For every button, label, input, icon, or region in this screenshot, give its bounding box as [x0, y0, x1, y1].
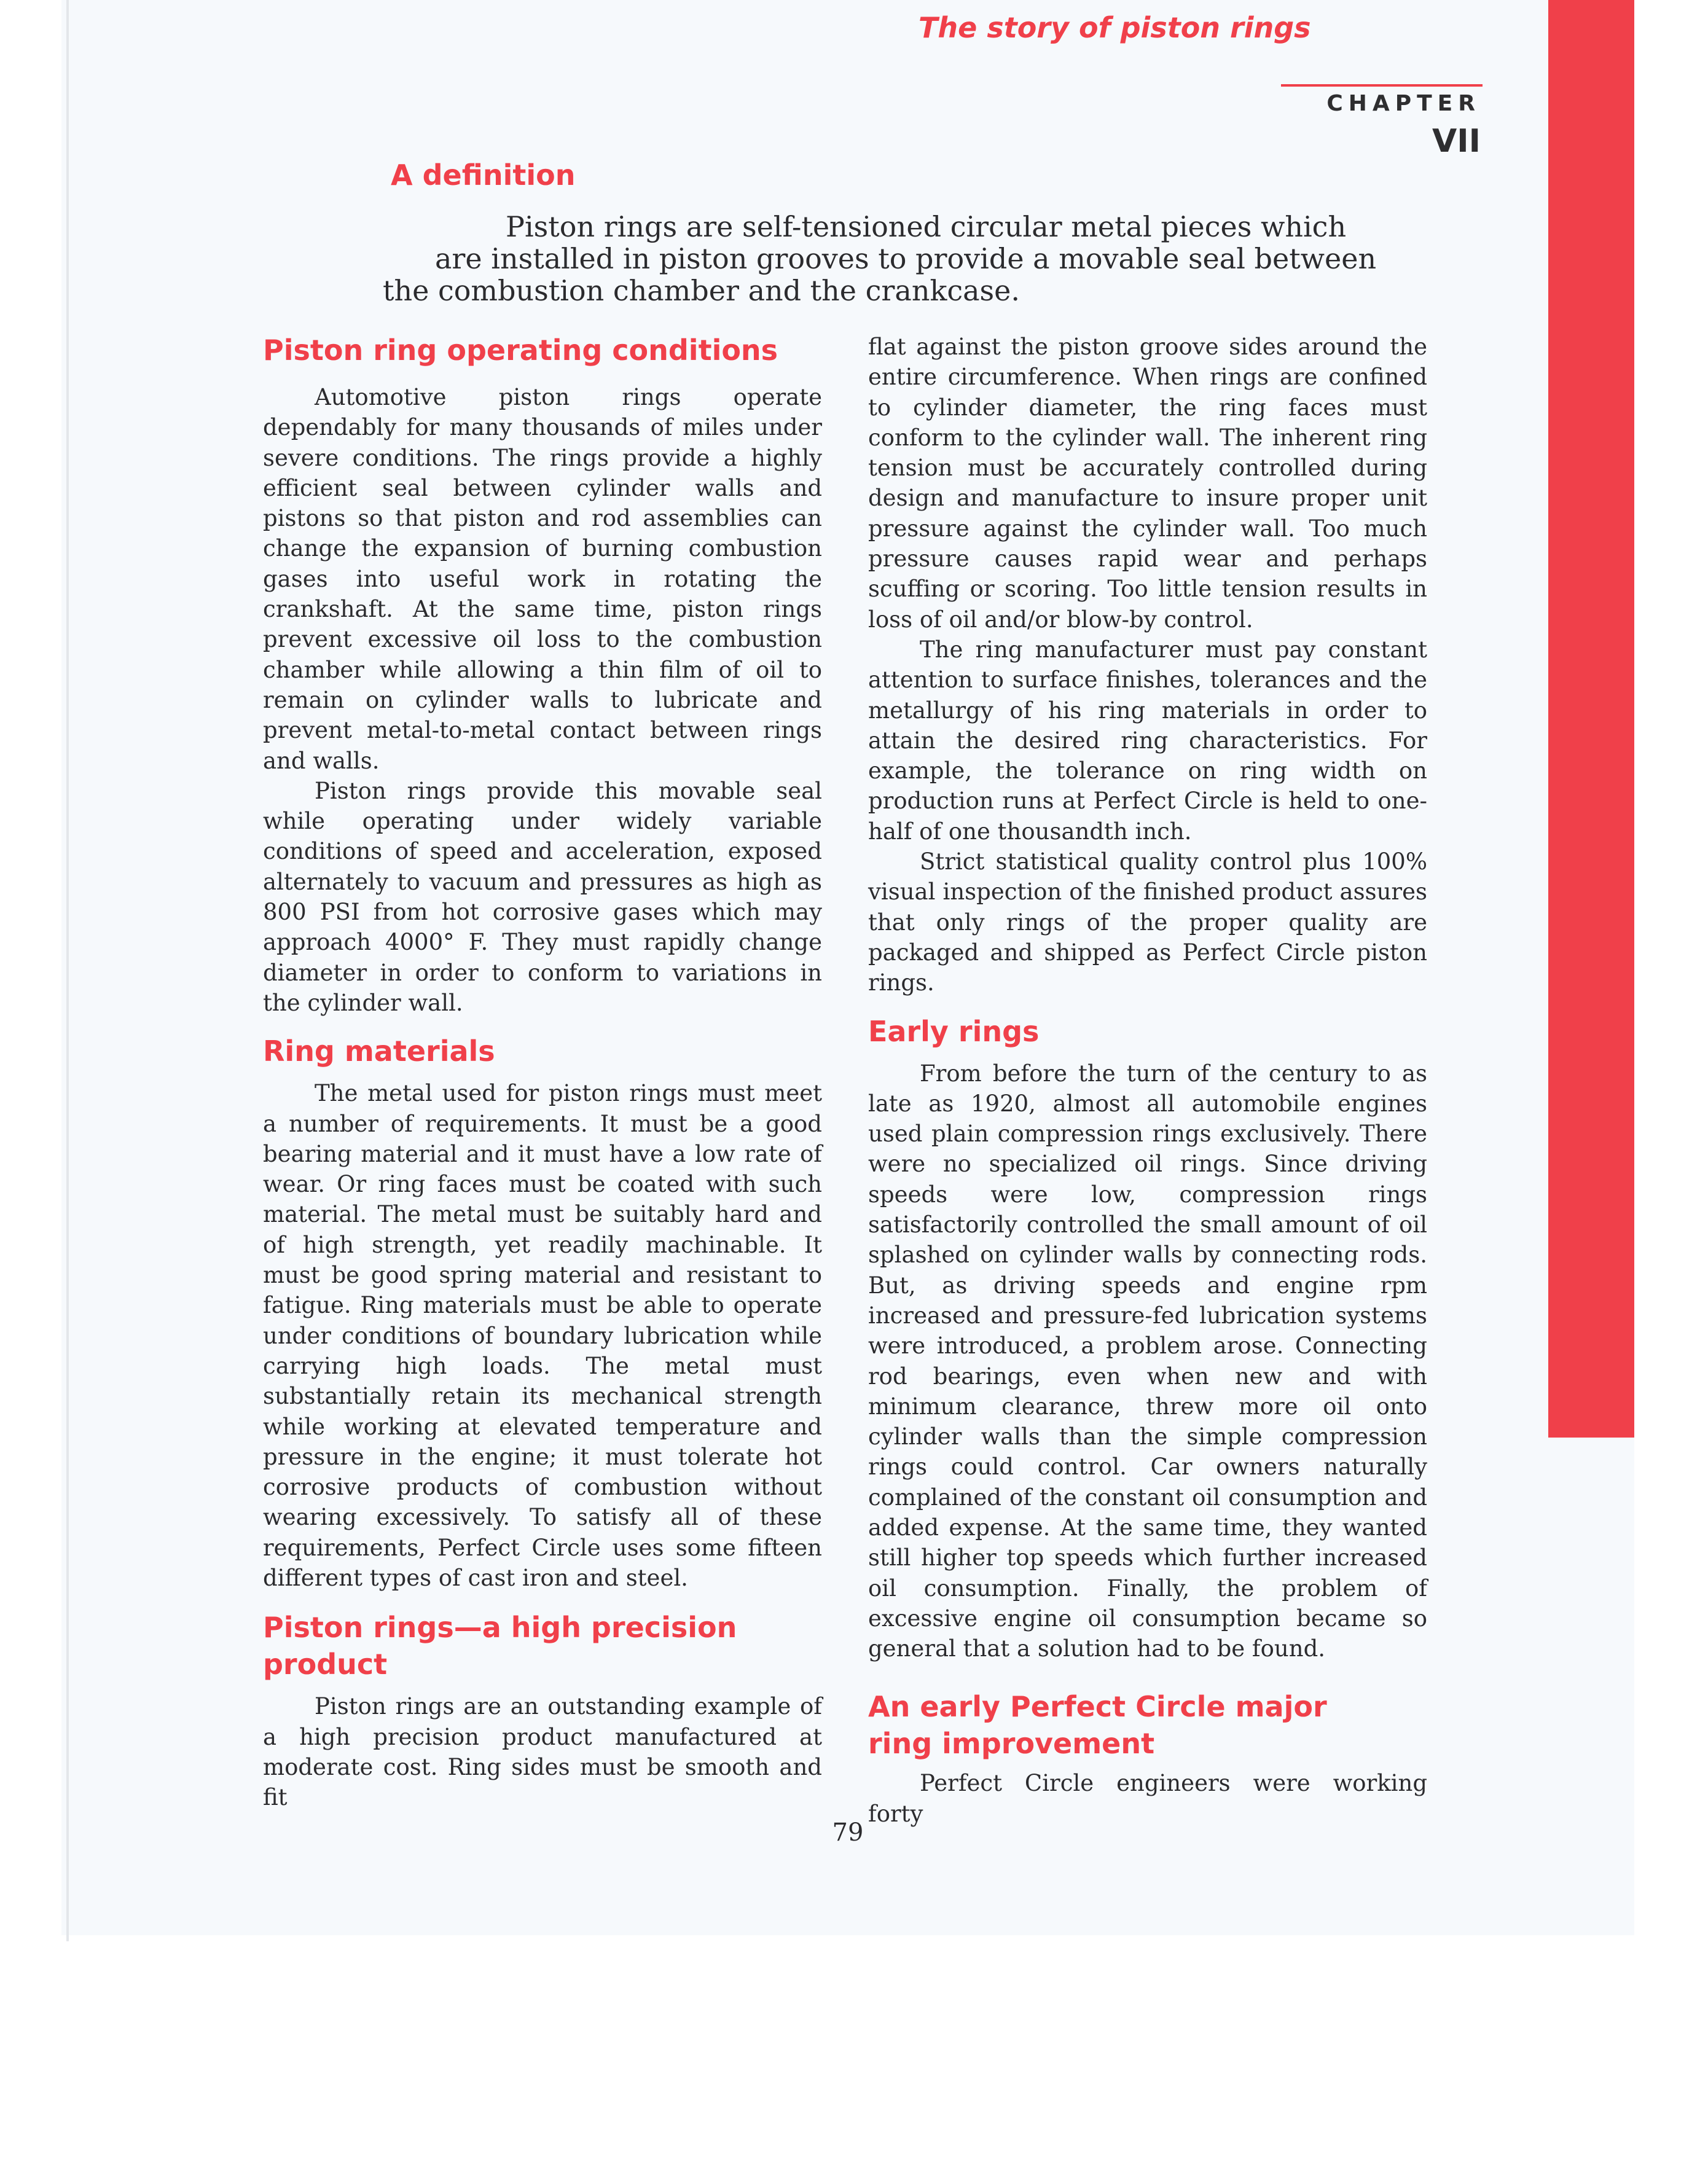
chapter-edge-tab [1548, 0, 1634, 1438]
right-column [868, 332, 1427, 1829]
definition-line-1: Piston rings are self-tensioned circular metal pieces which [506, 210, 1347, 243]
precision-heading-line-1: Piston rings—a high precision [263, 1611, 737, 1645]
early-rings-paragraph-1: From before the turn of the century to as late as 1920, almost all automobile engines used plain compression rings exclusively. There were no specialized oil rings. Since driving speeds were low, compression rings satisfactorily controlled the small amount of oil splashed on cylinder walls by connecting rods. But, as driving speeds and engine rpm increased and pressure-fed lubrication systems were introduced, a problem arose. Connecting rod bearings, even when new and with minimum clearance, threw more oil onto cylinder walls than the simple compression rings could control. Car owners naturally complained of the constant oil consumption and added expense. At the same time, they wanted still higher top speeds which further increased oil consumption. Finally, the problem of excessive engine oil consumption became so general that a solution had to be found. [868, 1060, 1427, 1662]
page-number: 79 [832, 1818, 864, 1847]
improvement-heading-line-1: An early Perfect Circle major [868, 1690, 1327, 1724]
improvement-heading-line-2: ring improvement [868, 1727, 1155, 1761]
operating-paragraph-1: Automotive piston rings operate dependably for many thousands of miles under severe conditions. The rings provide a highly efficient seal between cylinder walls and pistons so that piston and rod assemblies can change the expansion of burning combustion gases into useful work in rotating the crankshaft. At the same time, piston rings prevent excessive oil loss to the combustion chamber while allowing a thin film of oil to remain on cylinder walls to lubricate and prevent metal-to-metal contact between rings and walls. [263, 384, 822, 774]
operating-paragraph-2: Piston rings provide this movable seal while operating under widely variable conditions of speed and acceleration, exposed alternately to vacuum and pressures as high as 800 PSI from hot corrosive gases which may approach 4000° F. They must rapidly change diameter in order to conform to variations in the cylinder wall. [263, 777, 822, 1016]
left-column [263, 332, 822, 1812]
precision-paragraph-1: Piston rings are an outstanding example of a high precision product manufactured at moderate cost. Ring sides must be smooth and fit [263, 1693, 822, 1811]
running-title: The story of piston rings [919, 11, 1311, 44]
precision-paragraph-3: Strict statistical quality control plus 100% visual inspection of the finished product assures that only rings of the proper quality are packaged and shipped as Perfect Circle piston rings. [868, 848, 1427, 996]
chapter-rule [1281, 84, 1483, 87]
precision-paragraph-1-continued: flat against the piston groove sides around the entire circumference. When rings are confined to cylinder diameter, the ring faces must conform to the cylinder wall. The inherent ring tension must be accurately controlled during design and manufacture to insure proper unit pressure against the cylinder wall. Too much pressure causes rapid wear and perhaps scuffing or scoring. Too little tension results in loss of oil and/or blow-by control. [868, 334, 1427, 633]
early-rings-heading: Early rings [868, 1014, 1040, 1048]
chapter-label: CHAPTER [1326, 91, 1481, 116]
chapter-number: VII [1432, 123, 1481, 160]
precision-paragraph-2: The ring manufacturer must pay constant attention to surface finishes, tolerances and the metallurgy of his ring materials in order to attain the desired ring characteristics. For example, the tolerance on ring width on production runs at Perfect Circle is held to one-half of one thousandth inch. [868, 636, 1427, 845]
operating-conditions-heading: Piston ring operating conditions [263, 334, 778, 367]
binding-gutter [66, 0, 69, 1941]
definition-heading: A definition [391, 158, 576, 192]
definition-line-3: the combustion chamber and the crankcase. [383, 274, 1020, 307]
improvement-paragraph-1: Perfect Circle engineers were working forty [868, 1770, 1427, 1827]
materials-paragraph-1: The metal used for piston rings must meet a number of requirements. It must be a good bearing material and it must have a low rate of wear. Or ring faces must be coated with such material. The metal must be suitably hard and of high strength, yet readily machinable. It must be good spring material and resistant to fatigue. Ring materials must be able to operate under conditions of boundary lubrication while carrying high loads. The metal must substantially retain its mechanical strength while working at elevated temperature and pressure in the engine; it must tolerate hot corrosive products of combustion without wearing excessively. To satisfy all of these requirements, Perfect Circle uses some fifteen different types of cast iron and steel. [263, 1080, 822, 1591]
precision-heading-line-2: product [263, 1648, 388, 1681]
definition-line-2: are installed in piston grooves to provide a movable seal between [435, 242, 1377, 275]
ring-materials-heading: Ring materials [263, 1035, 495, 1068]
